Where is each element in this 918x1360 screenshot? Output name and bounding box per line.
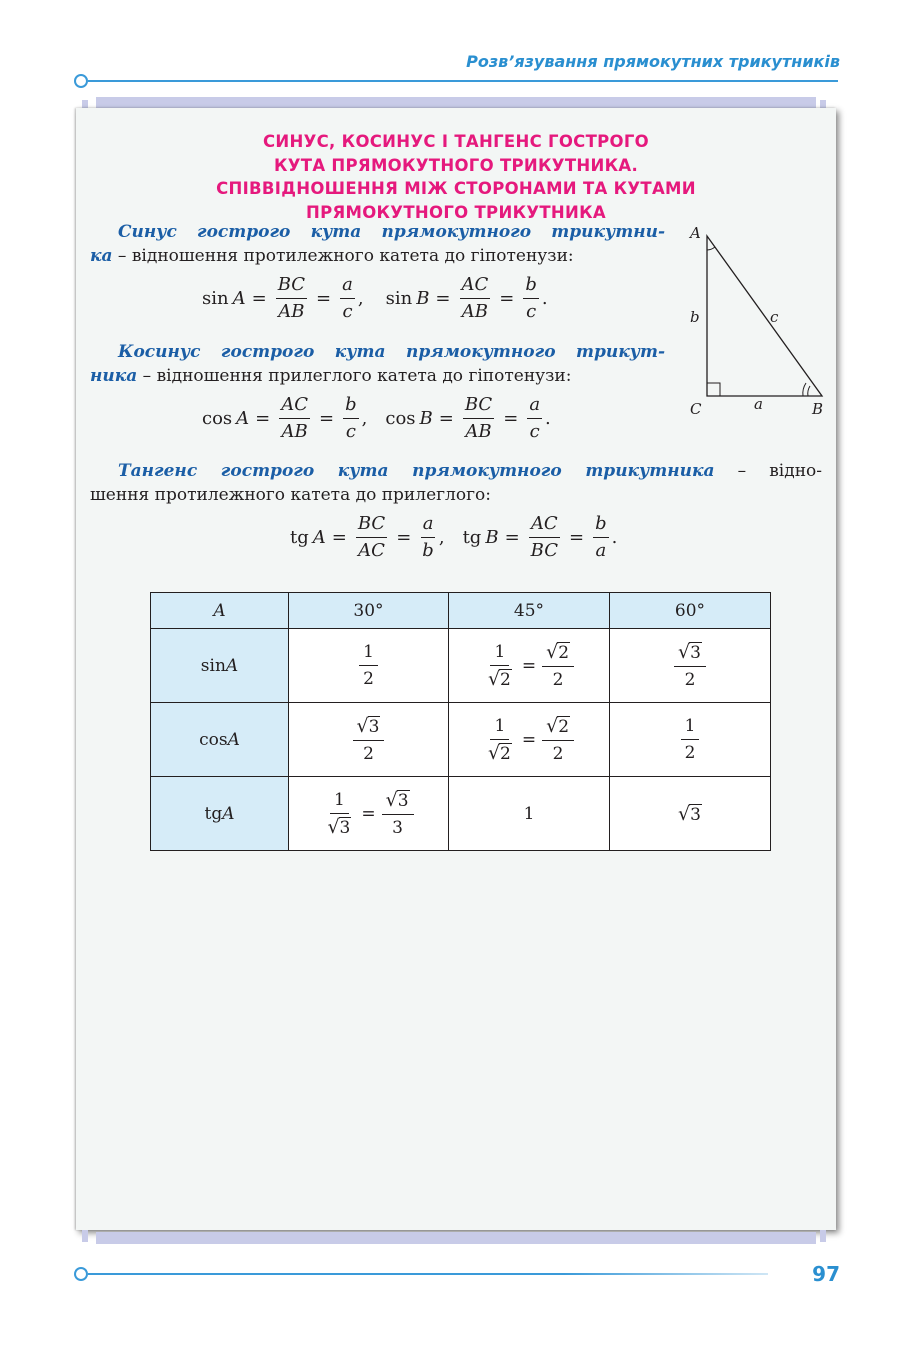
section-title xyxy=(150,130,762,224)
title-line: СИНУС, КОСИНУС І ТАНГЕНС ГОСТРОГО xyxy=(262,132,650,151)
tangent-text-line2: шення протилежного катета до прилеглого: xyxy=(90,485,491,505)
vertex-label-a: A xyxy=(690,224,701,242)
cosine-definition xyxy=(90,340,665,388)
top-rule xyxy=(88,80,838,82)
fraction: $\frac{AC}{BC}$ xyxy=(530,513,558,561)
fraction: $\frac{a}{b}$ xyxy=(422,513,434,561)
cosine-text: – відношення прилеглого катета до гіпотенузи: xyxy=(137,366,572,386)
trig-values-table xyxy=(150,592,771,851)
table-cell: 1 xyxy=(449,777,610,851)
sine-definition xyxy=(90,220,665,268)
fraction: $\frac{b}{a}$ xyxy=(595,513,607,561)
cosine-term-end: ника xyxy=(90,366,138,386)
vertex-label-b: B xyxy=(812,400,824,418)
right-triangle-diagram xyxy=(682,220,832,425)
rule-dot-icon xyxy=(74,1267,88,1281)
table-row xyxy=(151,703,771,777)
panel-bottom-nub xyxy=(820,1230,826,1242)
tangent-text: – відно- xyxy=(714,461,822,481)
table-cell: $\frac{1}{2}$ xyxy=(610,703,771,777)
tangent-definition xyxy=(90,459,822,507)
tangent-term: Тангенс гострого кута прямокутного трикутника xyxy=(118,461,715,481)
table-cell: √ 3 2 xyxy=(289,703,449,777)
row-header-tg: tgA xyxy=(151,777,289,851)
fraction: $\frac{a}{c}$ xyxy=(529,394,541,442)
title-line: КУТА ПРЯМОКУТНОГО ТРИКУТНИКА. xyxy=(273,155,639,175)
table-row xyxy=(151,777,771,851)
table-header-cell: 30° xyxy=(289,593,449,629)
side-label-c: c xyxy=(770,308,779,326)
fraction: $\frac{b}{c}$ xyxy=(345,394,357,442)
table-cell: √ 3 xyxy=(610,777,771,851)
row-header-cos: cosA xyxy=(151,703,289,777)
page-number: 97 xyxy=(812,1262,840,1286)
fraction: $\frac{BC}{AC}$ xyxy=(357,513,386,561)
sine-formulas: sin A = $\frac{BC}{AB}$ = $\frac{a}{c}$ , sin B = $\frac{AC}{AB}$ = $\frac{b}{c}$ . xyxy=(202,274,548,322)
table-row xyxy=(151,629,771,703)
table-cell: √ 3 2 xyxy=(610,629,771,703)
cosine-term-line: Косинус гострого кута прямокутного трикут- xyxy=(118,342,665,362)
fraction: $\frac{AC}{AB}$ xyxy=(281,394,309,442)
bottom-rule xyxy=(88,1273,768,1275)
sine-term-line: Синус гострого кута прямокутного трикутни- xyxy=(118,222,665,242)
table-header-cell: 45° xyxy=(449,593,610,629)
table-corner-cell: A xyxy=(151,593,289,629)
table-cell: 1 √ 2 = √ 2 2 xyxy=(449,703,610,777)
fraction: $\frac{a}{c}$ xyxy=(342,274,353,322)
cosine-formulas: cos A = $\frac{AC}{AB}$ = $\frac{b}{c}$ , cos B = $\frac{BC}{AB}$ = $\frac{a}{c}$ . xyxy=(202,394,551,442)
tangent-formulas: tg A = $\frac{BC}{AC}$ = $\frac{a}{b}$ , tg B = $\frac{AC}{BC}$ = $\frac{b}{a}$ . xyxy=(290,513,618,561)
panel-bottom-strip xyxy=(96,1232,816,1244)
row-header-sin: sinA xyxy=(151,629,289,703)
sine-text: – відношення протилежного катета до гіпотенузи: xyxy=(112,246,574,266)
title-line: ПРЯМОКУТНОГО ТРИКУТНИКА xyxy=(305,202,607,222)
panel-bottom-nub xyxy=(82,1230,88,1242)
rule-dot-icon xyxy=(74,74,88,88)
table-cell: 1 √ 2 = √ 2 2 xyxy=(449,629,610,703)
sine-term-end: ка xyxy=(90,246,113,266)
table-header-cell: 60° xyxy=(610,593,771,629)
fraction: $\frac{BC}{AB}$ xyxy=(277,274,306,322)
side-label-b: b xyxy=(690,308,700,326)
running-head: Розв’язування прямокутних трикутників xyxy=(466,52,840,71)
fraction: $\frac{AC}{AB}$ xyxy=(461,274,489,322)
table-header-row xyxy=(151,593,771,629)
table-cell: $\frac{1}{2}$ xyxy=(289,629,449,703)
vertex-label-c: C xyxy=(690,400,702,418)
fraction: $\frac{b}{c}$ xyxy=(525,274,537,322)
title-line: СПІВВІДНОШЕННЯ МІЖ СТОРОНАМИ ТА КУТАМИ xyxy=(216,179,696,198)
table-cell: 1 √ 3 = √ 3 3 xyxy=(289,777,449,851)
side-label-a: a xyxy=(754,395,763,413)
fraction: $\frac{BC}{AB}$ xyxy=(464,394,493,442)
